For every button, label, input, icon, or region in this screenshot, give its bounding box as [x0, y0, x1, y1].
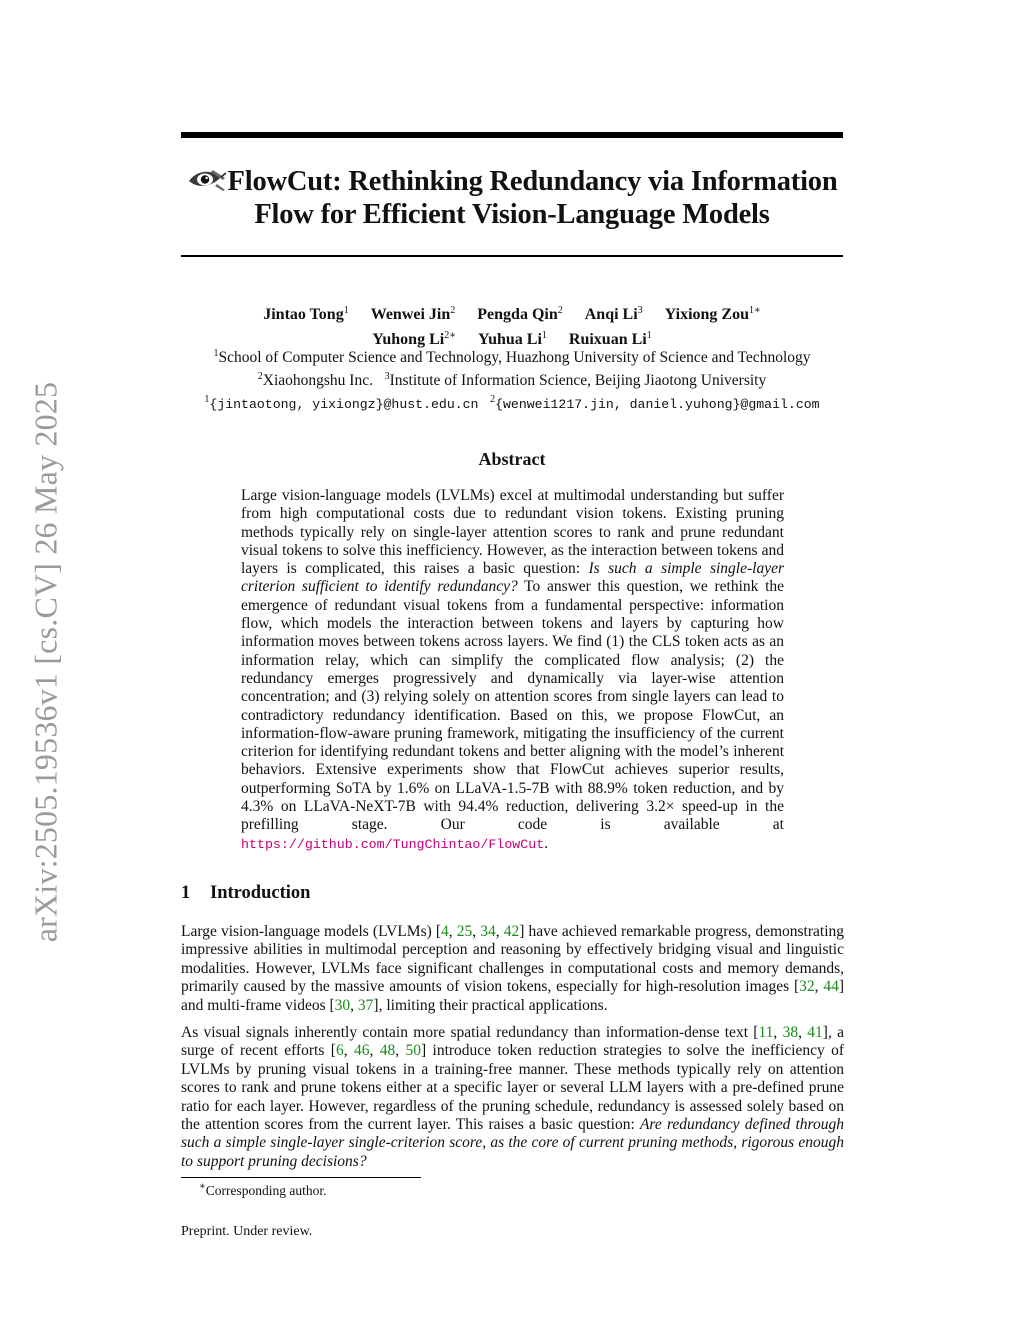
- affiliation-line-2: $^2$Xiaohongshu Inc. $^3$Institute of Information Science, Beijing Jiaotong University: [257, 371, 767, 389]
- citation-link[interactable]: 44: [823, 978, 839, 996]
- citation-link[interactable]: 46: [353, 1042, 370, 1060]
- author: Yixiong Zou$^{1∗}$: [664, 305, 761, 323]
- affiliations: [150, 344, 874, 414]
- author: Anqi Li$^3$: [584, 305, 643, 323]
- author: Ruixuan Li$^1$: [568, 330, 652, 348]
- citation-link[interactable]: 6: [335, 1042, 344, 1060]
- citation-link[interactable]: 42: [503, 923, 520, 940]
- email-2: {wenwei1217.jin, daniel.yuhong}@gmail.com: [495, 397, 820, 412]
- affiliation-line-1: $^1$School of Computer Science and Technology, Huazhong University of Science and Technology: [213, 348, 811, 366]
- research-question: Are redundancy defined through such a simple single-layer single-criterion score, as the core of current pruning methods, rigorous enough to support pruning decisions?: [181, 1116, 844, 1170]
- abstract-question: Is such a simple single-layer criterion sufficient to identify redundancy?: [241, 560, 784, 596]
- footnote: ∗Corresponding author.: [199, 1181, 327, 1198]
- citation-link[interactable]: 38: [782, 1024, 799, 1041]
- title-bottom-rule: [181, 255, 843, 257]
- email-line: $^1${jintaotong, yixiongz}@hust.edu.cn $^2${wenwei1217.jin, daniel.yuhong}@gmail.com: [204, 394, 820, 412]
- author: Yuhua Li$^1$: [477, 330, 547, 348]
- citation-link[interactable]: 11: [758, 1024, 774, 1041]
- citation-link[interactable]: 30: [334, 996, 351, 1014]
- preprint-footer: Preprint. Under review.: [181, 1224, 313, 1239]
- arxiv-stamp-wrapper: [28, 366, 64, 958]
- author: Yuhong $Li^{2∗}$: [372, 330, 456, 348]
- paper-title: [181, 165, 843, 231]
- email-1: {jintaotong, yixiongz}@hust.edu.cn: [209, 397, 479, 412]
- author: Wenwei Jin$^2$: [370, 305, 456, 323]
- citation-link[interactable]: 4: [441, 923, 449, 940]
- author: Jintao Tong$^1$: [263, 305, 349, 323]
- abstract-heading: Abstract: [478, 449, 546, 469]
- title-top-rule: [181, 132, 843, 138]
- citation-link[interactable]: 37: [357, 996, 374, 1014]
- title-line-2: Flow for Efficient Vision-Language Models: [254, 199, 770, 230]
- title-line-1: FlowCut: Rethinking Redundancy via Information: [227, 166, 838, 197]
- citation-link[interactable]: 48: [379, 1042, 396, 1060]
- citation-link[interactable]: 41: [807, 1024, 823, 1041]
- eye-logo-icon: [187, 168, 227, 192]
- abstract-body: Large vision-language models (LVLMs) excel at multimodal understanding but suffer from high computational costs due to redundant vision tokens. Existing pruning methods typically rely on single-layer attention scores to rank and prune redundant visual tokens to solve this inefficiency. However, as the interaction between tokens and layers is complicated, this raises a basic question: Is such a simple single-layer criterion sufficient to identify redundancy? To answer this question, we rethink the emergence of redundant visual tokens from a fundamental perspective: information flow, which models the interaction between tokens and layers by capturing how information moves between tokens across layers. We find (1) the CLS token acts as an information relay, which can simplify the complicated flow analysis; (2) the redundancy emerges progressively and dynamically via layer-wise attention concentration; and (3) relying solely on attention scores from single layers can lead to contradictory redundancy identification. Based on this, we propose FlowCut, an information-flow-aware pruning framework, mitigating the insufficiency of the current criterion for identifying redundant tokens and better aligning with the model’s inherent behaviors. Extensive experiments show that FlowCut achieves superior results, outperforming SoTA by 1.6% on LLaVA-1.5-7B with 88.9% token reduction, and by 4.3% on LLaVA-NeXT-7B with 94.4% reduction, delivering 3.2× speed-up in the prefilling stage. Our code is available at https://github.com/TungChintao/FlowCut.: [241, 487, 785, 852]
- author: Pengda Qin$^2$: [477, 305, 563, 323]
- citation-link[interactable]: 34: [480, 923, 496, 940]
- section-heading-introduction: 1 Introduction: [181, 883, 311, 903]
- author-list: [181, 300, 843, 350]
- citation-link[interactable]: 50: [405, 1042, 421, 1060]
- arxiv-stamp: arXiv:2505.19536v1 [cs.CV] 26 May 2025: [27, 381, 64, 943]
- code-link[interactable]: https://github.com/TungChintao/FlowCut: [241, 836, 545, 852]
- citation-link[interactable]: 25: [456, 923, 473, 940]
- intro-paragraph-1: Large vision-language models (LVLMs) [4, 25, 34, 42] have achieved remarkable progress, demonstrating impressive abilities in multimodal perception and reasoning by effectively bridging visual and linguistic modalities. However, LVLMs face significant challenges in computational costs and memory demands, primarily caused by the massive amounts of vision tokens, especially for high-resolution images [32, 44] and multi-frame videos [30, 37], limiting their practical applications.: [181, 923, 845, 1014]
- citation-link[interactable]: 32: [799, 978, 815, 996]
- footnote-rule: [181, 1177, 421, 1178]
- intro-paragraph-2: As visual signals inherently contain more spatial redundancy than information-dense text [11, 38, 41], a surge of recent efforts [6, 46, 48, 50] introduce token reduction strategies to solve the inefficiency of LVLMs by pruning visual tokens in a training-free manner. These methods typically rely on attention scores to rank and prune tokens either at a specific layer or several LLM layers with a pre-defined prune ratio for each layer. However, regardless of the pruning schedule, redundancy is assessed solely based on the attention scores from the current layer. This raises a basic question: Are redundancy defined through such a simple single-layer single-criterion score, as the core of current pruning methods, rigorous enough to support pruning decisions?: [181, 1024, 845, 1170]
